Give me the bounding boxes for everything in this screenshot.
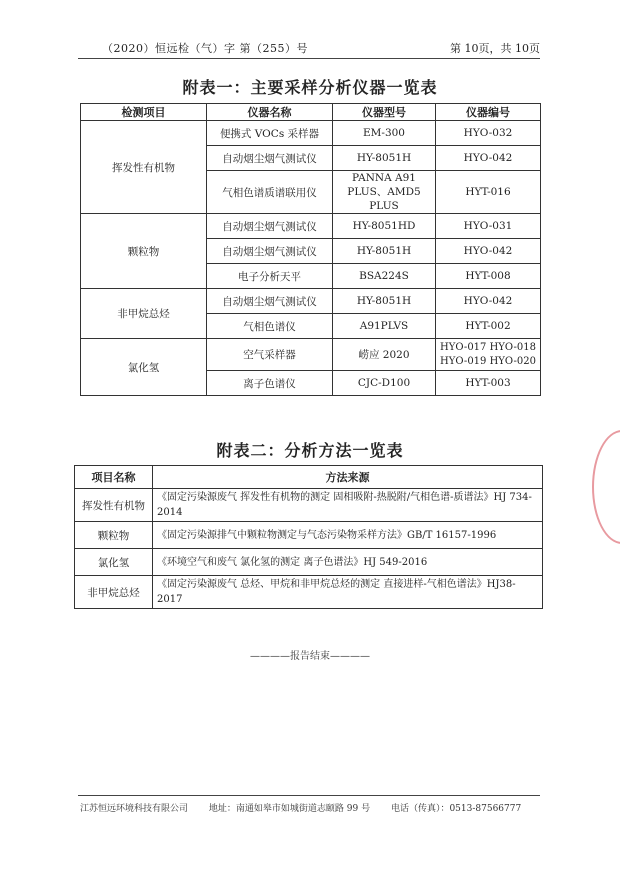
instrument-name: 便携式 VOCs 采样器	[207, 121, 333, 146]
instrument-code: HYT-016	[436, 171, 541, 214]
instrument-table	[80, 103, 541, 396]
instrument-code: HYT-008	[436, 264, 541, 289]
method-table	[74, 465, 543, 609]
table-row	[75, 522, 543, 549]
instrument-model: 崂应 2020	[333, 339, 436, 371]
instrument-name: 自动烟尘烟气测试仪	[207, 214, 333, 239]
instrument-name: 自动烟尘烟气测试仪	[207, 146, 333, 171]
col-header-item: 项目名称	[75, 466, 153, 489]
instrument-code: HYO-042	[436, 146, 541, 171]
header-divider	[78, 58, 540, 59]
col-header-item: 检测项目	[81, 104, 207, 121]
instrument-model: PANNA A91 PLUS、AMD5 PLUS	[333, 171, 436, 214]
group-item: 挥发性有机物	[81, 121, 207, 214]
instrument-code: HYO-031	[436, 214, 541, 239]
footer-company: 江苏恒远环境科技有限公司	[80, 804, 189, 814]
col-header-model: 仪器型号	[333, 104, 436, 121]
table-row	[81, 214, 541, 239]
instrument-model: HY-8051H	[333, 146, 436, 171]
method-item: 非甲烷总烃	[75, 576, 153, 609]
group-item: 非甲烷总烃	[81, 289, 207, 339]
footer-phone: 电话（传真）：0513-87566777	[390, 804, 522, 814]
footer-divider	[78, 795, 540, 796]
table-row	[81, 121, 541, 146]
page-header	[80, 40, 540, 58]
table-row	[81, 289, 541, 314]
method-source: 《固定污染源排气中颗粒物测定与气态污染物采样方法》GB/T 16157-1996	[153, 522, 543, 549]
instrument-code: HYO-042	[436, 239, 541, 264]
table-row	[75, 549, 543, 576]
table-header-row	[75, 466, 543, 489]
instrument-model: HY-8051HD	[333, 214, 436, 239]
instrument-name: 离子色谱仪	[207, 371, 333, 396]
instrument-name: 气相色谱质谱联用仪	[207, 171, 333, 214]
instrument-name: 自动烟尘烟气测试仪	[207, 289, 333, 314]
instrument-name: 自动烟尘烟气测试仪	[207, 239, 333, 264]
table-row	[75, 576, 543, 609]
col-header-code: 仪器编号	[436, 104, 541, 121]
group-item: 氯化氢	[81, 339, 207, 396]
table-row	[75, 489, 543, 522]
col-header-name: 仪器名称	[207, 104, 333, 121]
method-item: 颗粒物	[75, 522, 153, 549]
table2-title: 附表二：分析方法一览表	[216, 441, 404, 460]
instrument-name: 空气采样器	[207, 339, 333, 371]
instrument-name: 电子分析天平	[207, 264, 333, 289]
method-source: 《固定污染源废气 挥发性有机物的测定 固相吸附-热脱附/气相色谱-质谱法》HJ 734-2014	[153, 489, 543, 522]
instrument-model: HY-8051H	[333, 289, 436, 314]
instrument-code: HYO-032	[436, 121, 541, 146]
instrument-model: HY-8051H	[333, 239, 436, 264]
instrument-code: HYO-042	[436, 289, 541, 314]
instrument-name: 气相色谱仪	[207, 314, 333, 339]
instrument-code: HYO-017 HYO-018 HYO-019 HYO-020	[436, 339, 541, 371]
instrument-model: CJC-D100	[333, 371, 436, 396]
instrument-model: EM-300	[333, 121, 436, 146]
report-end-marker: ————报告结束————	[250, 651, 370, 662]
method-source: 《环境空气和废气 氯化氢的测定 离子色谱法》HJ 549-2016	[153, 549, 543, 576]
instrument-code: HYT-002	[436, 314, 541, 339]
instrument-code: HYT-003	[436, 371, 541, 396]
instrument-model: A91PLVS	[333, 314, 436, 339]
footer-address: 地址：南通如皋市如城街道志颐路 99 号	[208, 804, 371, 814]
group-item: 颗粒物	[81, 214, 207, 289]
col-header-source: 方法来源	[153, 466, 543, 489]
method-item: 氯化氢	[75, 549, 153, 576]
instrument-model: BSA224S	[333, 264, 436, 289]
table-row	[81, 339, 541, 371]
report-number: （2020）恒远检（气）字 第（255）号	[102, 42, 308, 55]
page-footer	[80, 801, 539, 814]
table1-title: 附表一：主要采样分析仪器一览表	[182, 78, 438, 97]
table-header-row	[81, 104, 541, 121]
page-number: 第 10页，共 10页	[450, 42, 540, 55]
method-item: 挥发性有机物	[75, 489, 153, 522]
method-source: 《固定污染源废气 总烃、甲烷和非甲烷总烃的测定 直接进样-气相色谱法》HJ38-2017	[153, 576, 543, 609]
